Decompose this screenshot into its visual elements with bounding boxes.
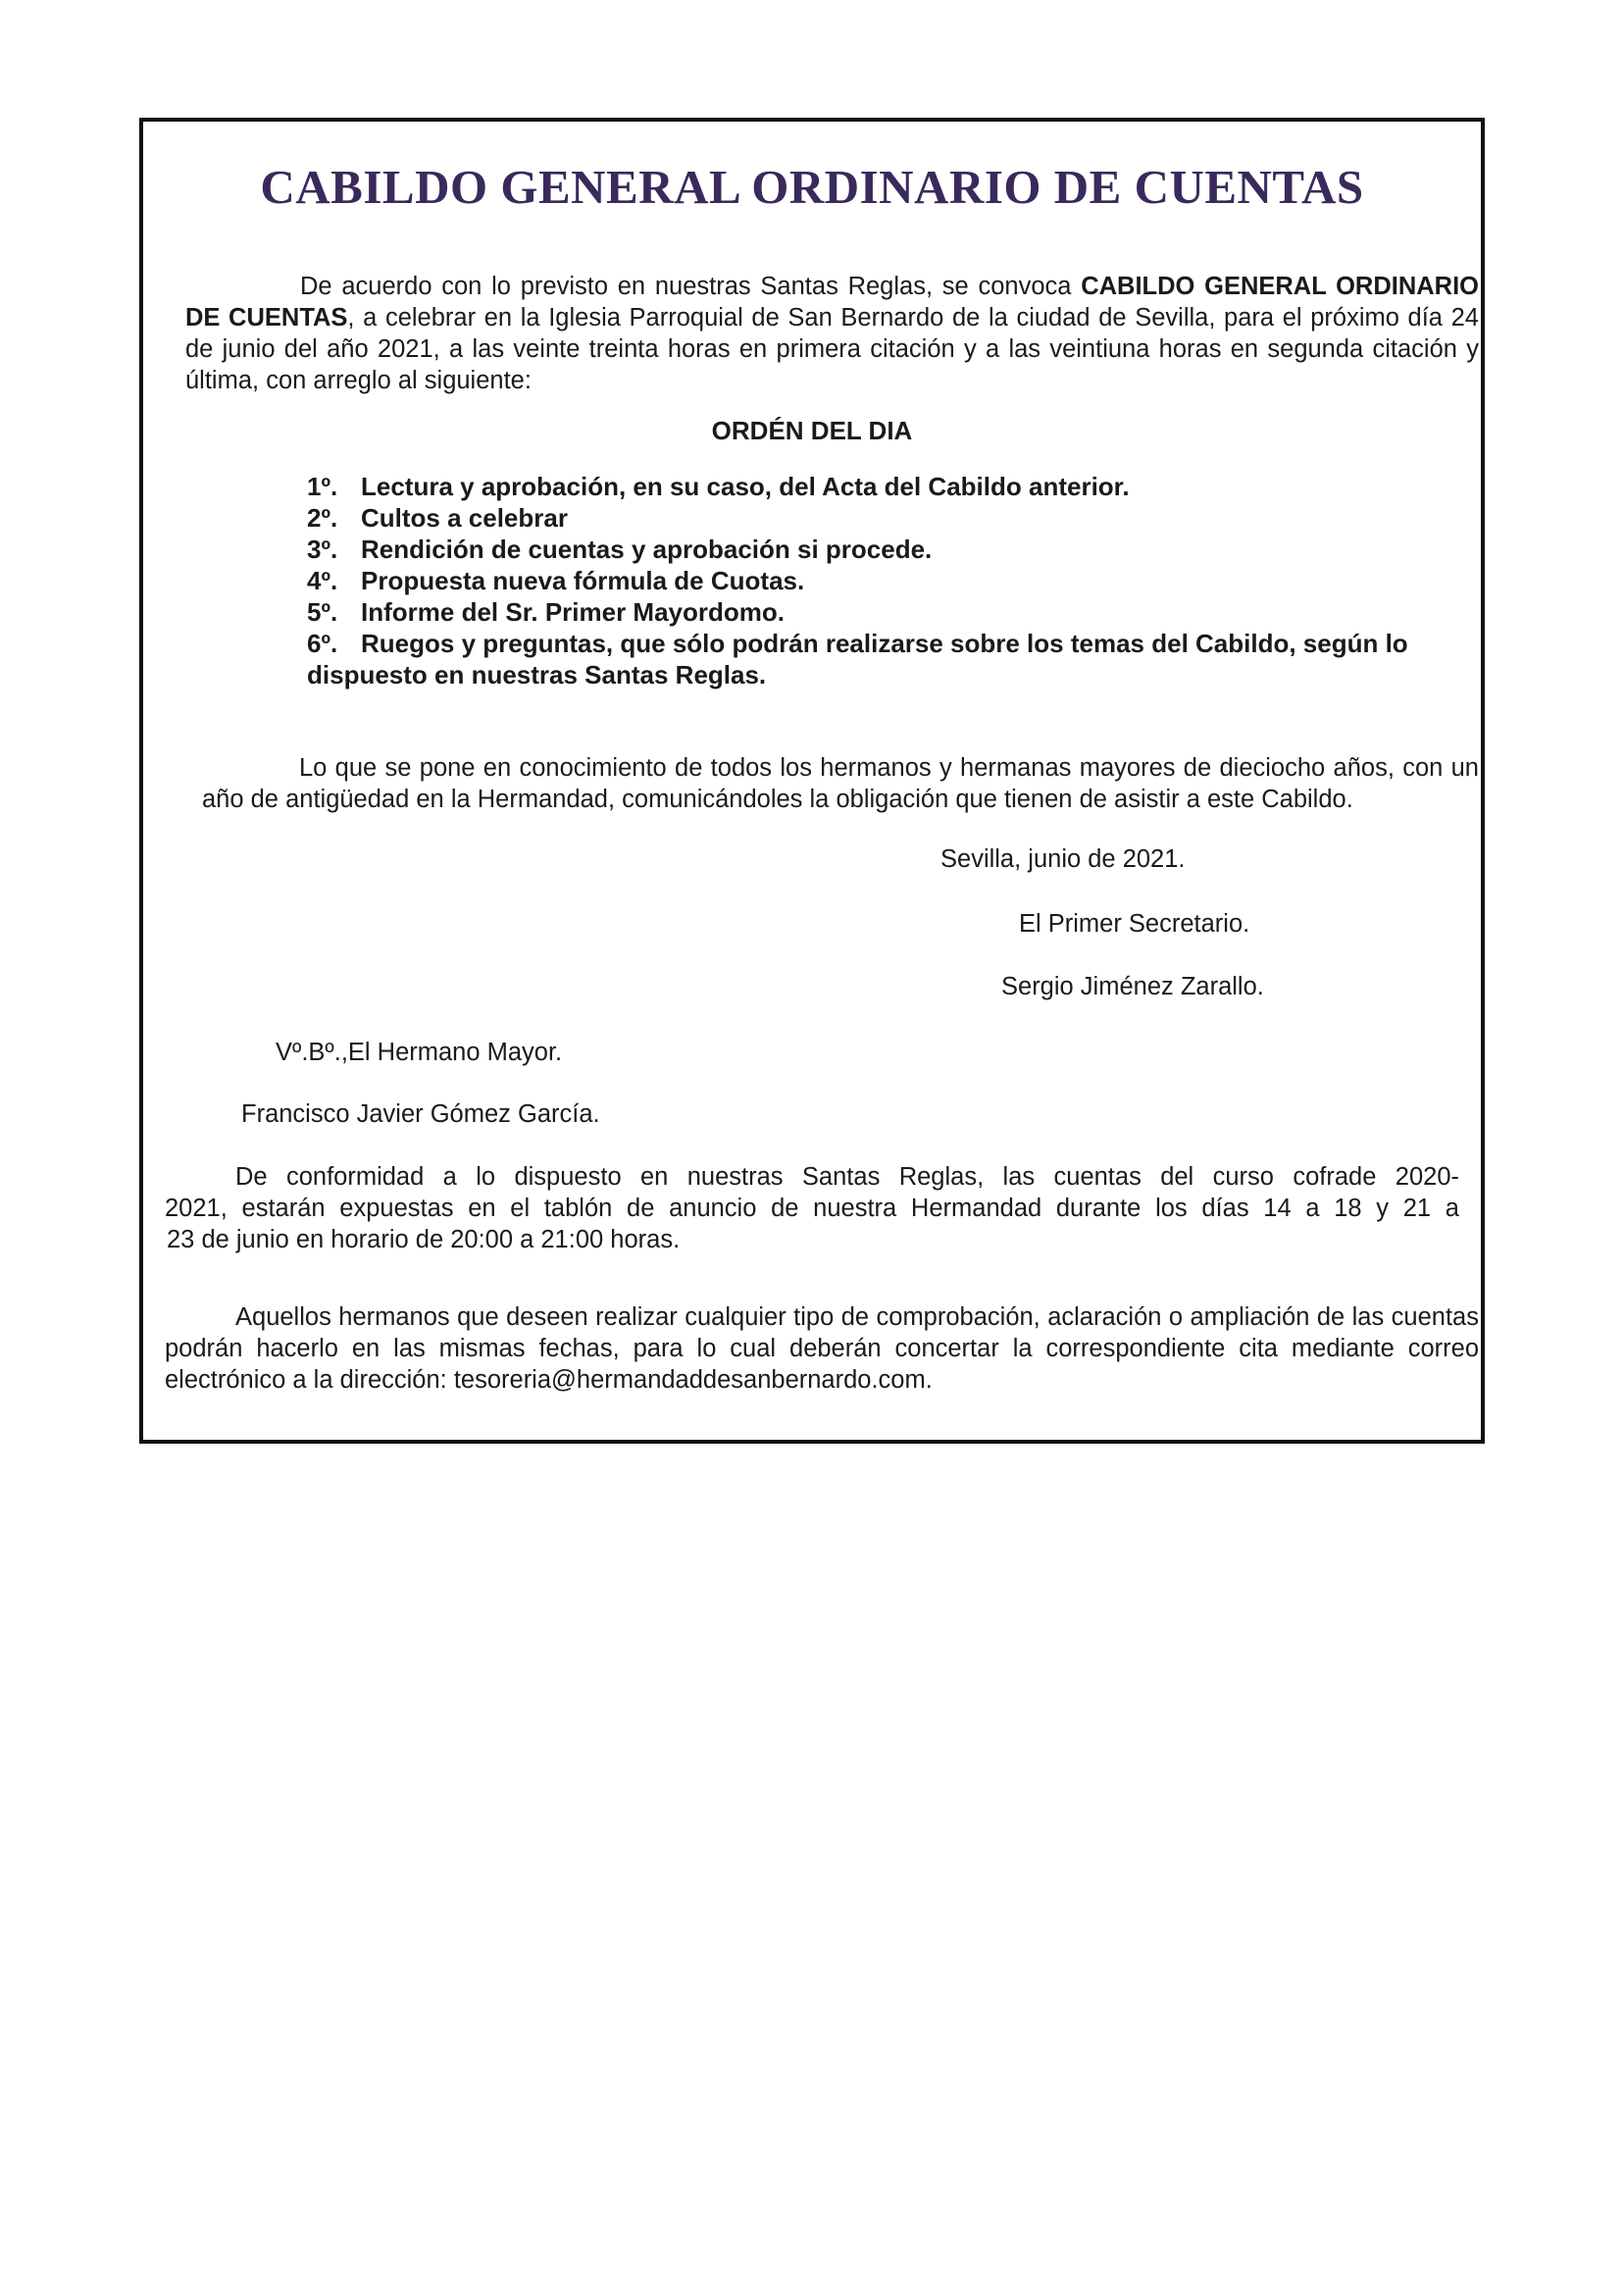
agenda-item-2 — [307, 502, 1464, 534]
accounts-line-3-text: 23 de junio en horario de 20:00 a 21:00 horas. — [167, 1226, 681, 1253]
notice-paragraph — [202, 752, 1479, 815]
accounts-line-3 — [165, 1224, 1459, 1255]
intro-paragraph — [185, 271, 1479, 396]
agenda-item-number: 5º. — [307, 597, 338, 627]
agenda-item-text: Propuesta nueva fórmula de Cuotas. — [361, 566, 805, 595]
notice-text: Lo que se pone en conocimiento de todos los hermanos y hermanas mayores de dieciocho años, con un año de antigüedad en la Hermandad, comunicándoles la obligación que tienen de asistir a este Cabildo. — [202, 754, 1479, 813]
vobo-label: Vº.Bº.,El Hermano Mayor. — [276, 1039, 563, 1066]
intro-text-before: De acuerdo con lo previsto en nuestras Santas Reglas, se convoca — [300, 273, 1082, 300]
intro-text-after: , a celebrar en la Iglesia Parroquial de San Bernardo de la ciudad de Sevilla, para el próximo día 24 de junio del año 2021, a las veinte treinta horas en primera citación y a las veintiuna horas en segunda citación y última, con arreglo al siguiente: — [185, 304, 1479, 394]
agenda-item-number: 3º. — [307, 535, 338, 564]
agenda-item-text: Informe del Sr. Primer Mayordomo. — [361, 597, 785, 627]
secretary-role: El Primer Secretario. — [1019, 910, 1250, 938]
agenda-list — [307, 471, 1464, 690]
agenda-item-number: 2º. — [307, 503, 338, 533]
agenda-item-text: Cultos a celebrar — [361, 503, 568, 533]
notice-frame — [139, 118, 1485, 1444]
accounts-line-1 — [165, 1161, 1459, 1193]
inquiries-paragraph — [165, 1301, 1479, 1396]
agenda-item-number: 1º. — [307, 472, 338, 501]
agenda-item-1 — [307, 471, 1464, 502]
accounts-line-2 — [165, 1193, 1459, 1224]
accounts-line-2-text: 2021, estarán expuestas en el tablón de anuncio de nuestra Hermandad durante los días 14 a 18 y 21 a — [165, 1195, 1459, 1222]
agenda-item-5 — [307, 596, 1464, 628]
accounts-paragraph — [165, 1161, 1459, 1255]
agenda-item-number: 4º. — [307, 566, 338, 595]
hermano-mayor-name: Francisco Javier Gómez García. — [241, 1100, 600, 1128]
inquiries-text: Aquellos hermanos que deseen realizar cualquier tipo de comprobación, aclaración o ampliación de las cuentas podrán hacerlo en las mismas fechas, para lo cual deberán concertar la correspondiente cita mediante correo electrónico a la dirección: tesoreria@hermandaddesanbernardo.com. — [165, 1303, 1479, 1394]
agenda-item-4 — [307, 565, 1464, 596]
secretary-name: Sergio Jiménez Zarallo. — [1001, 973, 1264, 1000]
agenda-item-text: Rendición de cuentas y aprobación si procede. — [361, 535, 933, 564]
page-title: CABILDO GENERAL ORDINARIO DE CUENTAS — [260, 160, 1364, 214]
intro-bold-title: CABILDO GENERAL ORDINARIO DE CUENTAS — [185, 273, 1479, 331]
accounts-line-1-text: De conformidad a lo dispuesto en nuestras Santas Reglas, las cuentas del curso cofrade 2020- — [235, 1163, 1459, 1191]
agenda-item-number: 6º. — [307, 629, 338, 658]
agenda-item-6 — [307, 628, 1464, 690]
agenda-item-text: Ruegos y preguntas, que sólo podrán realizarse sobre los temas del Cabildo, según lo dispuesto en nuestras Santas Reglas. — [307, 629, 1408, 689]
agenda-item-3 — [307, 534, 1464, 565]
agenda-heading: ORDÉN DEL DIA — [711, 416, 913, 445]
place-date: Sevilla, junio de 2021. — [940, 845, 1186, 873]
agenda-item-text: Lectura y aprobación, en su caso, del Acta del Cabildo anterior. — [361, 472, 1130, 501]
